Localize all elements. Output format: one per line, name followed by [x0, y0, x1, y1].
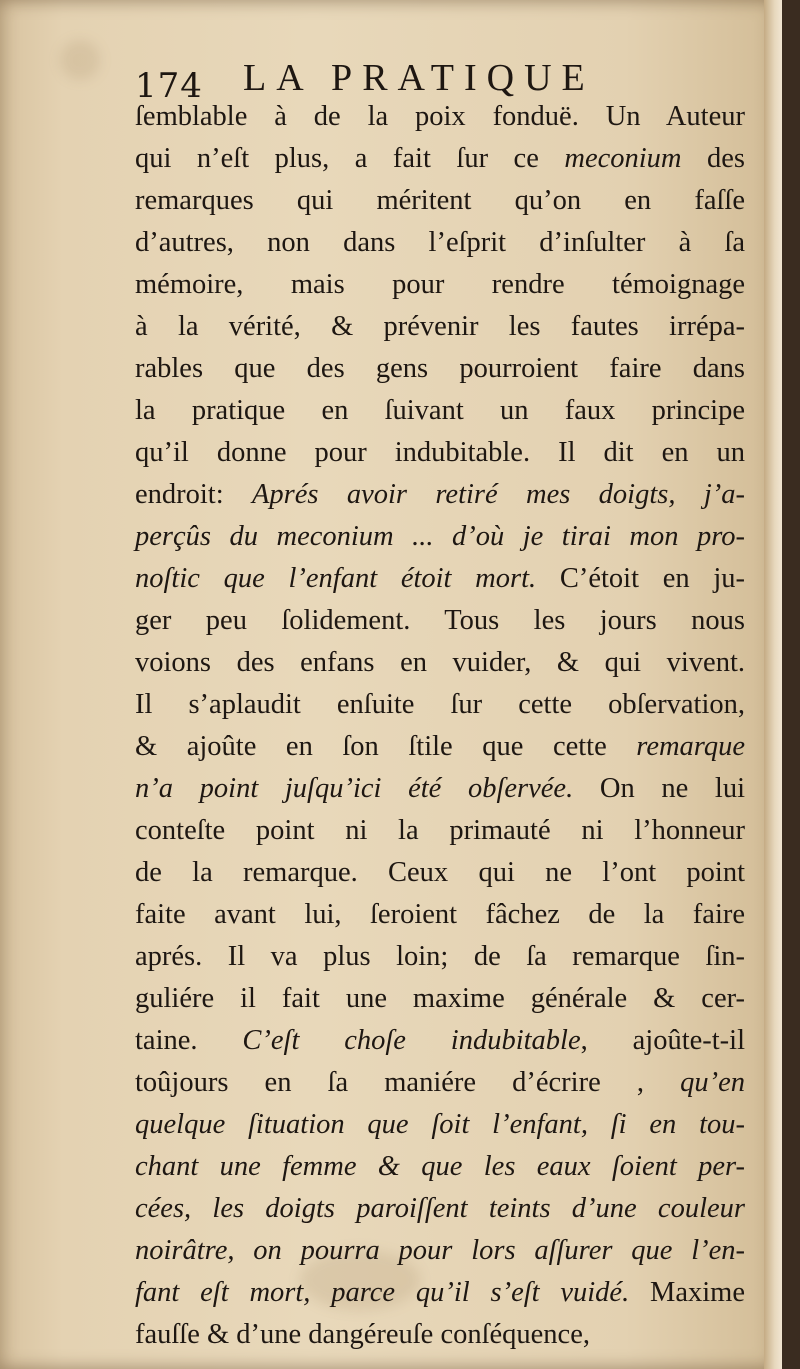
roman-text: guliére il fait une maxime générale & cer-	[135, 983, 745, 1014]
text-line	[135, 684, 745, 726]
text-line	[135, 852, 745, 894]
roman-text: d’autres, non dans l’eſprit d’inſulter à ſa	[135, 227, 745, 258]
italic-text: C’eſt choſe indubitable	[242, 1025, 581, 1056]
text-line	[135, 390, 745, 432]
text-line	[135, 1104, 745, 1146]
roman-text: faite avant lui, ſeroient fâchez de la faire	[135, 899, 745, 930]
roman-text: conteſte point ni la primauté ni l’honneur	[135, 815, 745, 846]
text-line	[135, 810, 745, 852]
italic-text: n’a point juſqu’ici été obſervée.	[135, 773, 574, 804]
text-line	[135, 768, 745, 810]
roman-text: fauſſe & d’une dangéreuſe conſéquence,	[135, 1319, 590, 1350]
text-line	[135, 558, 745, 600]
roman-text: mémoire, mais pour rendre témoignage	[135, 269, 745, 300]
italic-text: chant une femme & que les eaux ſoient per-	[135, 1151, 745, 1182]
roman-text: rables que des gens pourroient faire dans	[135, 353, 745, 384]
text-line	[135, 516, 745, 558]
text-line	[135, 642, 745, 684]
text-line	[135, 894, 745, 936]
text-line	[135, 1062, 745, 1104]
roman-text: Maxime	[629, 1277, 746, 1308]
text-line	[135, 1188, 745, 1230]
italic-text: perçûs du meconium ... d’où je tirai mon pro-	[135, 521, 745, 552]
page-edge	[764, 0, 782, 1369]
roman-text: qui n’eſt plus, a fait ſur ce	[135, 143, 565, 174]
roman-text: On ne lui	[573, 773, 745, 804]
italic-text: noirâtre, on pourra pour lors aſſurer que l’en-	[135, 1235, 745, 1266]
italic-text: remarque	[636, 731, 745, 762]
roman-text: à la vérité, & prévenir les fautes irrépa-	[135, 311, 745, 342]
roman-text: ger peu ſolidement. Tous les jours nous	[135, 605, 745, 636]
roman-text: qu’il donne pour indubitable. Il dit en un	[135, 437, 745, 468]
text-line	[135, 1146, 745, 1188]
text-line	[135, 1020, 745, 1062]
paper-stain	[60, 40, 100, 80]
roman-text: de la remarque. Ceux qui ne l’ont point	[135, 857, 745, 888]
text-line	[135, 348, 745, 390]
italic-text: Aprés avoir retiré mes doigts, j’a-	[252, 479, 745, 510]
italic-text: noſtic que l’enfant étoit mort.	[135, 563, 537, 594]
text-line	[135, 306, 745, 348]
text-line	[135, 96, 745, 138]
text-line	[135, 222, 745, 264]
page-number: 174	[135, 66, 203, 106]
roman-text: ſemblable à de la poix fonduë. Un Auteur	[135, 101, 745, 132]
text-line	[135, 264, 745, 306]
text-line	[135, 1314, 745, 1356]
roman-text: voions des enfans en vuider, & qui vivent.	[135, 647, 745, 678]
text-line	[135, 1230, 745, 1272]
italic-text: cées, les doigts paroiſſent teints d’une couleur	[135, 1193, 745, 1224]
text-line	[135, 432, 745, 474]
text-line	[135, 726, 745, 768]
italic-text: qu’en	[680, 1067, 745, 1098]
italic-text: quelque ſituation que ſoit l’enfant, ſi en tou-	[135, 1109, 745, 1140]
body-text	[135, 96, 745, 1356]
roman-text: remarques qui méritent qu’on en faſſe	[135, 185, 745, 216]
running-title: LA PRATIQUE	[243, 57, 595, 99]
roman-text: toûjours en ſa maniére d’écrire ,	[135, 1067, 681, 1098]
roman-text: taine.	[135, 1025, 243, 1056]
italic-text: fant eſt mort, parce qu’il s’eſt vuidé.	[135, 1277, 630, 1308]
roman-text: Il s’aplaudit enſuite ſur cette obſervation,	[135, 689, 745, 720]
roman-text: & ajoûte en ſon ſtile que cette	[135, 731, 637, 762]
roman-text: des	[681, 143, 745, 174]
text-line	[135, 978, 745, 1020]
text-line	[135, 936, 745, 978]
roman-text: aprés. Il va plus loin; de ſa remarque ſin-	[135, 941, 745, 972]
text-line	[135, 180, 745, 222]
text-line	[135, 1272, 745, 1314]
roman-text: , ajoûte-t-il	[580, 1025, 746, 1056]
text-line	[135, 474, 745, 516]
italic-text: meconium	[564, 143, 682, 174]
roman-text: la pratique en ſuivant un faux principe	[135, 395, 745, 426]
roman-text: endroit:	[135, 479, 253, 510]
text-line	[135, 138, 745, 180]
roman-text: C’étoit en ju-	[536, 563, 745, 594]
text-line	[135, 600, 745, 642]
